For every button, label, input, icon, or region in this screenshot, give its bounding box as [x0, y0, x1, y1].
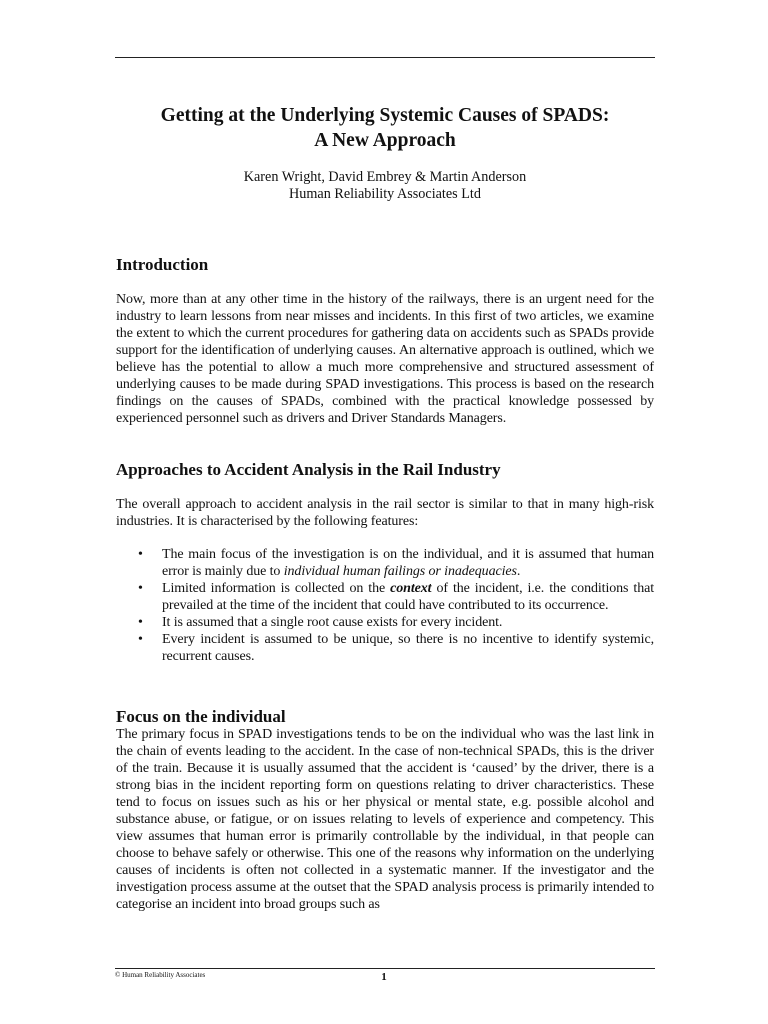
focus-heading: Focus on the individual	[116, 707, 286, 726]
list-item	[116, 580, 654, 614]
approaches-heading: Approaches to Accident Analysis in the Rail Industry	[116, 460, 501, 479]
bullet-2-text: Limited information is collected on the	[162, 581, 391, 596]
author-block	[115, 169, 655, 202]
introduction-paragraph: Now, more than at any other time in the history of the railways, there is an urgent need for the industry to learn lessons from near misses and incidents. In this first of two articles, we examine the extent to which the current procedures for gathering data on accidents such as SPADs provide support for the identification of underlying causes. An alternative approach is outlined, which we believe has the potential to allow a much more comprehensive and structured assessment of underlying causes to be made during SPAD investigations. This process is based on the research findings on the causes of SPADs, combined with the practical knowledge possessed by experienced personnel such as drivers and Driver Standards Managers.	[116, 292, 654, 426]
bullet-3-text: It is assumed that a single root cause exists for every incident.	[162, 615, 503, 630]
bullet-icon: •	[138, 547, 143, 562]
approaches-paragraph: The overall approach to accident analysis in the rail sector is similar to that in many high-risk industries. It is characterised by the following features:	[116, 497, 654, 529]
footer-copyright: © Human Reliability Associates	[115, 971, 206, 979]
focus-paragraph: The primary focus in SPAD investigations tends to be on the individual who was the last link in the chain of events leading to the accident. In the case of non-technical SPADs, this is the driver of the train. Because it is usually assumed that the accident is ‘caused’ by the driver, there is a strong bias in the incident reporting form on questions relating to driver characteristics. These tend to focus on issues such as his or her physical or mental state, e.g. possible alcohol and substance abuse, or fatigue, or on issues relating to levels of experience and competency. This view assumes that human error is primarily controllable by the individual, in that people can choose to behave safely or otherwise. This one of the reasons why information on the underlying causes of incidents is often not collected in a systematic manner. If the investigator and the investigation process assume at the outset that the SPAD analysis process is primarily intended to categorise an incident into broad groups such as	[116, 727, 654, 912]
introduction-heading: Introduction	[116, 255, 209, 274]
bullet-icon: •	[138, 615, 143, 630]
header-rule	[115, 57, 655, 58]
list-item	[116, 614, 654, 631]
list-item	[116, 631, 654, 665]
features-list	[116, 546, 654, 665]
bullet-1-emphasis: individual human failings or inadequacies	[283, 564, 517, 579]
authors: Karen Wright, David Embrey & Martin Anderson	[243, 169, 527, 185]
bullet-1-end: .	[516, 564, 521, 579]
page-number: 1	[381, 971, 387, 983]
title-line-1: Getting at the Underlying Systemic Causes of SPADS:	[160, 105, 610, 126]
bullet-2-end: of the incident, i.e. the conditions that prevailed at the time of the incident that could have contributed to its occurrence.	[162, 581, 654, 613]
list-item	[116, 546, 654, 580]
bullet-icon: •	[138, 581, 143, 596]
bullet-4-text: Every incident is assumed to be unique, so there is no incentive to identify systemic, recurrent causes.	[162, 632, 654, 664]
bullet-icon: •	[138, 632, 143, 647]
footer-rule	[115, 968, 655, 969]
bullet-1-text: The main focus of the investigation is on the individual, and it is assumed that human error is mainly due to	[162, 547, 654, 579]
title-line-2: A New Approach	[314, 130, 456, 151]
affiliation: Human Reliability Associates Ltd	[289, 185, 481, 202]
bullet-2-emphasis: context	[390, 581, 432, 596]
document-title	[115, 103, 655, 153]
